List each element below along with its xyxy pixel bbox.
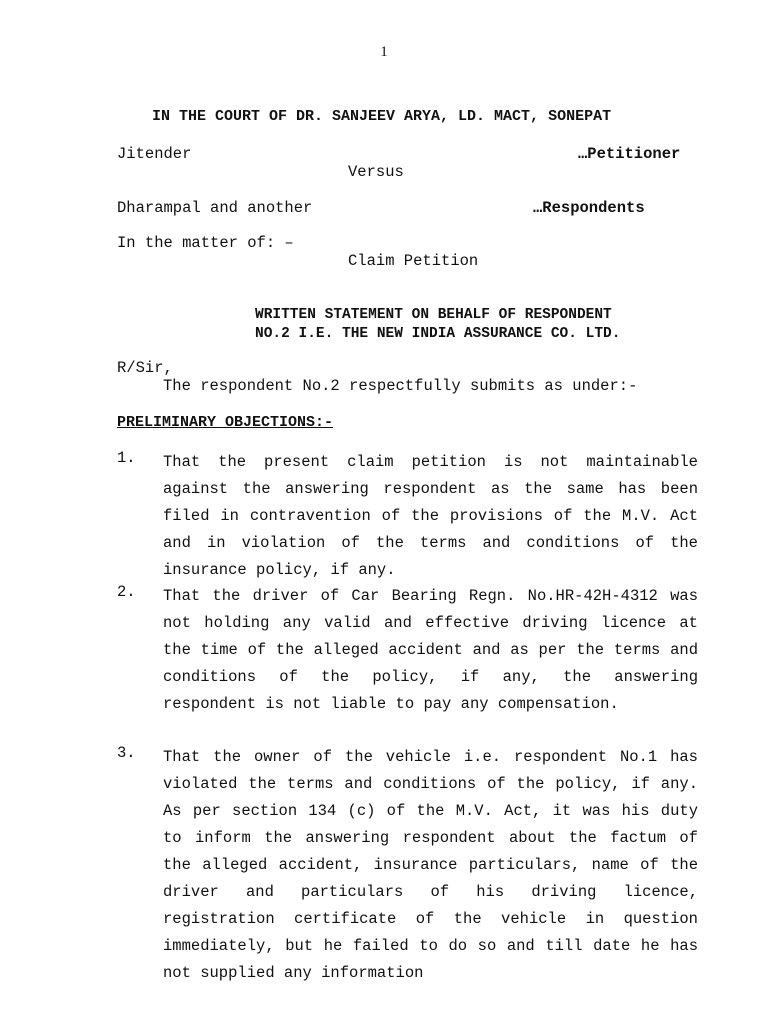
objection-item [117, 449, 698, 584]
versus-label: Versus [348, 163, 404, 181]
objection-item [117, 744, 698, 987]
page-number: 1 [380, 44, 388, 60]
objection-number: 3. [117, 744, 136, 762]
preliminary-heading: PRELIMINARY OBJECTIONS:- [117, 414, 334, 431]
written-statement-line-2: NO.2 I.E. THE NEW INDIA ASSURANCE CO. LTD. [255, 326, 621, 342]
court-title: IN THE COURT OF DR. SANJEEV ARYA, LD. MACT, SONEPAT [152, 108, 612, 125]
salutation: R/Sir, [117, 359, 173, 377]
written-statement-title [255, 306, 620, 344]
matter-label: In the matter of: – [117, 234, 294, 252]
matter-subject: Claim Petition [348, 252, 479, 270]
objection-number: 2. [117, 583, 136, 601]
respondent-name: Dharampal and another [117, 199, 313, 217]
objection-item [117, 583, 698, 718]
petitioner-name: Jitender [117, 145, 192, 163]
objection-text: That the driver of Car Bearing Regn. No.HR-42H-4312 was not holding any valid and effective driving licence at the time of the alleged accident and as per the terms and conditions of the policy, if any, the answering respondent is not liable to pay any compensation. [163, 587, 698, 713]
intro-text: The respondent No.2 respectfully submits as under:- [163, 377, 638, 395]
objection-text: That the owner of the vehicle i.e. respondent No.1 has violated the terms and conditions of the policy, if any. As per section 134 (c) of the M.V. Act, it was his duty to inform the answering respondent about the factum of the alleged accident, insurance particulars, name of the driver and particulars of his driving licence, registration certificate of the vehicle in question immediately, but he failed to do so and till date he has not supplied any information [163, 748, 698, 982]
petitioner-role: …Petitioner [578, 145, 681, 163]
objection-text: That the present claim petition is not maintainable against the answering respondent as the same has been filed in contravention of the provisions of the M.V. Act and in violation of the terms and conditions of the insurance policy, if any. [163, 453, 698, 579]
respondent-role: …Respondents [533, 199, 645, 217]
written-statement-line-1: WRITTEN STATEMENT ON BEHALF OF RESPONDENT [255, 307, 612, 323]
objection-number: 1. [117, 449, 136, 467]
